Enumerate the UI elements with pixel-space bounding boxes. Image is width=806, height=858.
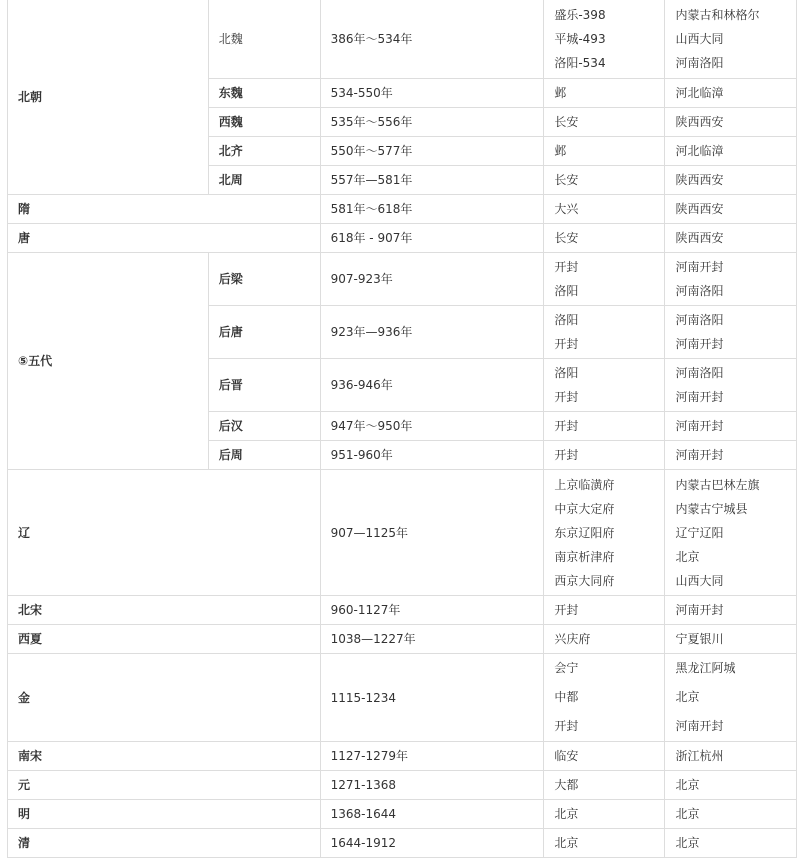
table-row [8,195,797,224]
capital: 中都 [554,690,579,704]
location: 河南洛阳 [675,284,724,298]
dynasty-name: 隋 [8,195,321,224]
location-cell [665,253,797,306]
capital: 开封 [544,596,665,625]
capital: 邺 [544,137,665,166]
era-label: 北朝 [8,0,209,195]
table-row [8,470,797,596]
capital: 洛阳 [554,366,579,380]
location-cell [665,470,797,596]
location: 河南开封 [675,719,724,733]
dynasty-years: 936-946年 [320,359,544,412]
dynasty-years: 923年—936年 [320,306,544,359]
capital: 北京 [544,829,665,858]
dynasty-years: 960-1127年 [320,596,544,625]
dynasty-years: 1127-1279年 [320,742,544,771]
location: 河南开封 [675,260,724,274]
dynasty-name: 北齐 [208,137,320,166]
capital: 开封 [544,412,665,441]
location: 北京 [665,800,797,829]
location: 河南洛阳 [675,55,724,70]
dynasty-name: 后汉 [208,412,320,441]
dynasty-name: 金 [8,654,321,742]
era-label: ⑤五代 [8,253,209,470]
dynasty-name: 北宋 [8,596,321,625]
dynasty-years: 386年～534年 [320,0,544,79]
capital: 上京临潢府 [554,477,615,492]
capital: 开封 [544,441,665,470]
table-row [8,625,797,654]
dynasty-name: 后晋 [208,359,320,412]
table-row [8,224,797,253]
capital: 中京大定府 [554,501,615,516]
location: 河南洛阳 [675,366,724,380]
dynasty-years: 1271-1368 [320,771,544,800]
capital: 开封 [554,337,579,351]
capital: 东京辽阳府 [554,525,615,540]
capital-cell [544,253,665,306]
capital: 洛阳 [554,284,579,298]
dynasty-years: 557年—581年 [320,166,544,195]
dynasty-years: 1644-1912 [320,829,544,858]
capital: 平城-493 [554,31,606,46]
location: 北京 [665,829,797,858]
location-cell [665,0,797,79]
dynasty-years: 1038—1227年 [320,625,544,654]
dynasty-name: 北周 [208,166,320,195]
dynasty-name: 西魏 [208,108,320,137]
location: 北京 [675,690,700,704]
dynasty-years: 947年～950年 [320,412,544,441]
table-row [8,829,797,858]
capital-cell [544,359,665,412]
table-row [8,596,797,625]
location: 陕西西安 [665,195,797,224]
location-cell [665,359,797,412]
location: 北京 [675,549,700,564]
dynasty-name: 清 [8,829,321,858]
capital: 南京析津府 [554,549,615,564]
dynasty-years: 907-923年 [320,253,544,306]
dynasty-years: 1115-1234 [320,654,544,742]
dynasty-years: 534-550年 [320,79,544,108]
location: 河南开封 [665,412,797,441]
location: 辽宁辽阳 [675,525,724,540]
dynasty-name: 后唐 [208,306,320,359]
location: 山西大同 [675,573,724,588]
location: 河南洛阳 [675,313,724,327]
location: 内蒙古巴林左旗 [675,477,760,492]
capital-cell [544,306,665,359]
dynasty-years: 535年～556年 [320,108,544,137]
capital: 洛阳-534 [554,55,606,70]
capital-cell [544,654,665,742]
dynasty-years: 618年 - 907年 [320,224,544,253]
dynasty-name: 辽 [8,470,321,596]
location: 陕西西安 [665,166,797,195]
location-cell [665,654,797,742]
location: 山西大同 [675,31,724,46]
capital: 临安 [544,742,665,771]
table-row [8,771,797,800]
dynasty-name: 后梁 [208,253,320,306]
capital: 长安 [544,224,665,253]
capital: 兴庆府 [544,625,665,654]
capital: 长安 [544,166,665,195]
location-cell [665,306,797,359]
capital: 开封 [554,719,579,733]
location: 河南开封 [665,596,797,625]
location: 内蒙古和林格尔 [675,7,760,22]
location: 黑龙江阿城 [675,661,736,675]
capital: 大都 [544,771,665,800]
location: 河南开封 [675,337,724,351]
dynasty-name: 唐 [8,224,321,253]
capital: 洛阳 [554,313,579,327]
dynasty-name: 南宋 [8,742,321,771]
dynasty-name: 元 [8,771,321,800]
location: 河北临漳 [665,137,797,166]
capital: 大兴 [544,195,665,224]
location: 宁夏银川 [665,625,797,654]
table-row [8,654,797,742]
location: 浙江杭州 [665,742,797,771]
dynasty-years: 951-960年 [320,441,544,470]
table-row [8,742,797,771]
capital-cell [544,0,665,79]
capital: 邺 [544,79,665,108]
dynasty-name: 明 [8,800,321,829]
capital: 会宁 [554,661,579,675]
capital: 北京 [544,800,665,829]
capital: 西京大同府 [554,573,615,588]
capital: 开封 [554,260,579,274]
dynasty-capitals-table [7,0,797,858]
location: 内蒙古宁城县 [675,501,748,516]
capital: 长安 [544,108,665,137]
dynasty-years: 550年～577年 [320,137,544,166]
location: 陕西西安 [665,224,797,253]
location: 河北临漳 [665,79,797,108]
location: 陕西西安 [665,108,797,137]
table-row [8,800,797,829]
table-row [8,253,797,306]
dynasty-years: 907—1125年 [320,470,544,596]
dynasty-years: 1368-1644 [320,800,544,829]
location: 河南开封 [665,441,797,470]
table-row [8,0,797,79]
dynasty-name: 北魏 [208,0,320,79]
dynasty-years: 581年～618年 [320,195,544,224]
dynasty-name: 东魏 [208,79,320,108]
capital-cell [544,470,665,596]
dynasty-name: 后周 [208,441,320,470]
capital: 开封 [554,390,579,404]
location: 河南开封 [675,390,724,404]
capital: 盛乐-398 [554,7,606,22]
location: 北京 [665,771,797,800]
dynasty-name: 西夏 [8,625,321,654]
